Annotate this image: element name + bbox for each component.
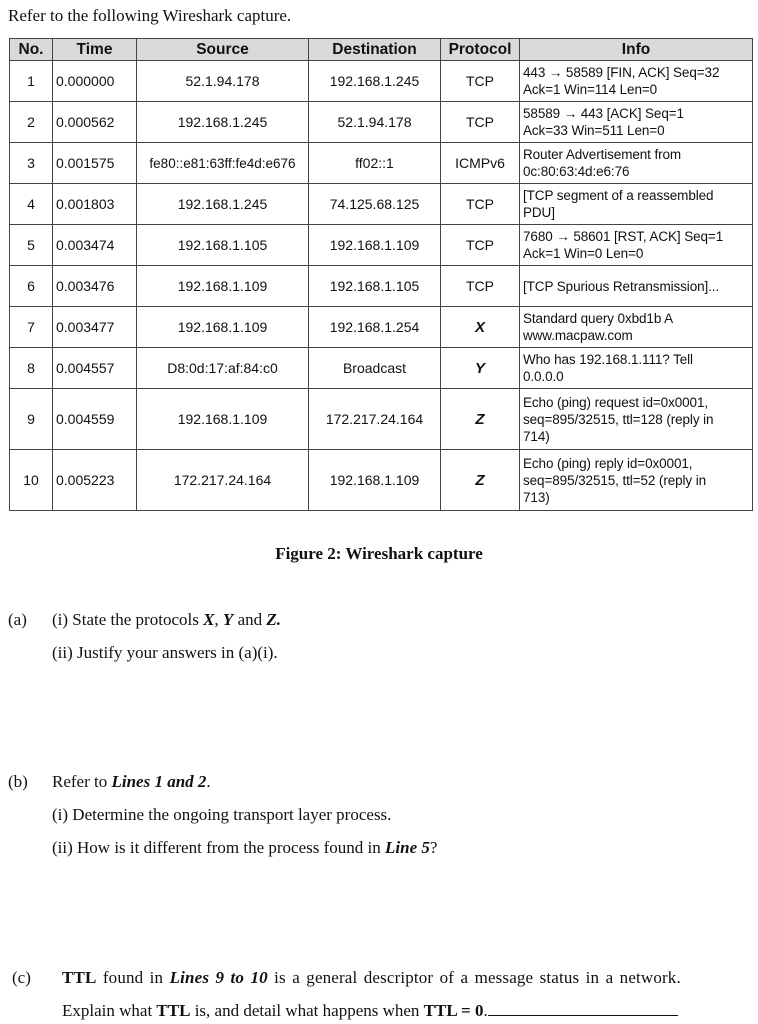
cell-time: 0.001803 <box>53 184 137 225</box>
cell-info <box>520 389 753 450</box>
info-line: [TCP Spurious Retransmission]... <box>523 278 720 294</box>
table-row <box>10 348 753 389</box>
cell-protocol: TCP <box>441 61 520 102</box>
cell-protocol: TCP <box>441 266 520 307</box>
cell-source: 172.217.24.164 <box>137 450 309 511</box>
question-b-ii <box>52 838 437 858</box>
ttl-term-2: TTL <box>156 1001 191 1020</box>
cell-no: 3 <box>10 143 53 184</box>
question-c-text3: is, and detail what happens when <box>190 1001 424 1020</box>
lines-9-10-ref: Lines 9 to 10 <box>169 968 268 987</box>
info-line: Echo (ping) reply id=0x0001, <box>523 455 693 471</box>
cell-info <box>520 307 753 348</box>
cell-destination: 192.168.1.109 <box>309 450 441 511</box>
lines-1-2-ref: Lines 1 and 2 <box>111 772 207 791</box>
table-row <box>10 389 753 450</box>
table-row <box>10 225 753 266</box>
answer-underline <box>488 1001 678 1016</box>
info-line: Echo (ping) request id=0x0001, <box>523 394 708 410</box>
question-a-i <box>52 610 281 630</box>
cell-info <box>520 102 753 143</box>
cell-destination: ff02::1 <box>309 143 441 184</box>
question-c-label: (c) <box>12 968 31 987</box>
info-line: www.macpaw.com <box>523 328 633 343</box>
cell-time: 0.005223 <box>53 450 137 511</box>
cell-destination: 192.168.1.105 <box>309 266 441 307</box>
cell-time: 0.003476 <box>53 266 137 307</box>
table-row <box>10 266 753 307</box>
line-5-ref: Line 5 <box>385 838 430 857</box>
info-line: seq=895/32515, ttl=52 (reply in <box>523 472 707 488</box>
cell-no: 8 <box>10 348 53 389</box>
cell-info <box>520 450 753 511</box>
info-line: 0.0.0.0 <box>523 369 564 384</box>
protocol-y-ref: Y <box>222 610 234 629</box>
cell-destination: 52.1.94.178 <box>309 102 441 143</box>
question-b-ii-q: ? <box>429 838 438 857</box>
figure-caption: Figure 2: Wireshark capture <box>275 544 483 563</box>
table-row <box>10 61 753 102</box>
cell-time: 0.004557 <box>53 348 137 389</box>
header-protocol: Protocol <box>441 39 520 61</box>
info-line: Standard query 0xbd1b A <box>523 311 674 326</box>
cell-info <box>520 348 753 389</box>
cell-time: 0.001575 <box>53 143 137 184</box>
question-a-label: (a) <box>8 610 27 629</box>
cell-protocol: Z <box>441 389 520 450</box>
info-line: Ack=1 Win=114 Len=0 <box>523 82 658 97</box>
protocol-x-ref: X <box>203 610 215 629</box>
question-c-text2: Explain what <box>62 1001 157 1020</box>
cell-protocol: TCP <box>441 184 520 225</box>
cell-source: 192.168.1.109 <box>137 389 309 450</box>
cell-protocol: X <box>441 307 520 348</box>
table-row <box>10 184 753 225</box>
question-b-ii-text: (ii) How is it different from the process found in <box>52 838 386 857</box>
cell-destination: 192.168.1.245 <box>309 61 441 102</box>
cell-protocol: TCP <box>441 225 520 266</box>
table-row <box>10 102 753 143</box>
question-b-intro-dot: . <box>206 772 211 791</box>
header-no: No. <box>10 39 53 61</box>
cell-no: 1 <box>10 61 53 102</box>
info-line: Router Advertisement from <box>523 147 682 162</box>
info-line: seq=895/32515, ttl=128 (reply in <box>523 411 714 427</box>
question-c-dot: . <box>483 1001 488 1020</box>
cell-protocol: ICMPv6 <box>441 143 520 184</box>
cell-no: 5 <box>10 225 53 266</box>
cell-protocol: TCP <box>441 102 520 143</box>
cell-source: 192.168.1.245 <box>137 184 309 225</box>
table-row <box>10 307 753 348</box>
header-time: Time <box>53 39 137 61</box>
table-row <box>10 143 753 184</box>
wireshark-capture-table <box>9 38 753 511</box>
cell-destination: 74.125.68.125 <box>309 184 441 225</box>
cell-no: 4 <box>10 184 53 225</box>
cell-time: 0.004559 <box>53 389 137 450</box>
question-a-i-comma: , <box>214 610 223 629</box>
info-line: 58589 → 443 [ACK] Seq=1 <box>523 106 684 121</box>
cell-info <box>520 61 753 102</box>
cell-no: 7 <box>10 307 53 348</box>
header-info: Info <box>520 39 753 61</box>
cell-time: 0.003477 <box>53 307 137 348</box>
header-destination: Destination <box>309 39 441 61</box>
question-a-ii: (ii) Justify your answers in (a)(i). <box>52 643 278 662</box>
table-header-row <box>10 39 753 61</box>
info-line: [TCP segment of a reassembled <box>523 188 714 203</box>
info-line: 0c:80:63:4d:e6:76 <box>523 164 630 179</box>
cell-destination: 192.168.1.109 <box>309 225 441 266</box>
intro-text: Refer to the following Wireshark capture. <box>8 6 292 25</box>
cell-time: 0.003474 <box>53 225 137 266</box>
protocol-z-ref: Z. <box>266 610 281 629</box>
question-c-line1 <box>62 968 681 988</box>
header-source: Source <box>137 39 309 61</box>
question-b-label: (b) <box>8 772 28 791</box>
cell-info <box>520 225 753 266</box>
table-row <box>10 450 753 511</box>
cell-info <box>520 266 753 307</box>
cell-info <box>520 184 753 225</box>
question-c-text: found in <box>96 968 170 987</box>
info-line: PDU] <box>523 205 555 220</box>
question-b-intro-text: Refer to <box>52 772 112 791</box>
ttl-zero-condition: TTL = 0 <box>423 1001 484 1020</box>
question-b-intro <box>52 772 211 792</box>
cell-protocol: Y <box>441 348 520 389</box>
info-line: Who has 192.168.1.111? Tell <box>523 352 693 367</box>
cell-source: 192.168.1.245 <box>137 102 309 143</box>
info-line: 443 → 58589 [FIN, ACK] Seq=32 <box>523 65 720 80</box>
cell-time: 0.000562 <box>53 102 137 143</box>
cell-no: 2 <box>10 102 53 143</box>
question-a-i-text: (i) State the protocols <box>52 610 204 629</box>
cell-destination: 192.168.1.254 <box>309 307 441 348</box>
cell-source: D8:0d:17:af:84:c0 <box>137 348 309 389</box>
ttl-term: TTL <box>62 968 97 987</box>
info-line: 714) <box>523 428 550 444</box>
info-line: Ack=33 Win=511 Len=0 <box>523 123 665 138</box>
cell-source: 192.168.1.105 <box>137 225 309 266</box>
info-line: 713) <box>523 489 550 505</box>
question-c-line2 <box>62 1001 678 1021</box>
cell-source: 192.168.1.109 <box>137 266 309 307</box>
question-b-i: (i) Determine the ongoing transport layer process. <box>52 805 392 824</box>
cell-no: 6 <box>10 266 53 307</box>
cell-destination: Broadcast <box>309 348 441 389</box>
info-line: Ack=1 Win=0 Len=0 <box>523 246 644 261</box>
cell-protocol: Z <box>441 450 520 511</box>
info-line: 7680 → 58601 [RST, ACK] Seq=1 <box>523 229 724 244</box>
cell-no: 10 <box>10 450 53 511</box>
cell-source: fe80::e81:63ff:fe4d:e676 <box>137 143 309 184</box>
cell-info <box>520 143 753 184</box>
cell-no: 9 <box>10 389 53 450</box>
cell-destination: 172.217.24.164 <box>309 389 441 450</box>
cell-time: 0.000000 <box>53 61 137 102</box>
question-c-text-rest: is a general descriptor of a message status in a network. <box>267 968 681 987</box>
question-a-i-and: and <box>233 610 267 629</box>
cell-source: 192.168.1.109 <box>137 307 309 348</box>
cell-source: 52.1.94.178 <box>137 61 309 102</box>
